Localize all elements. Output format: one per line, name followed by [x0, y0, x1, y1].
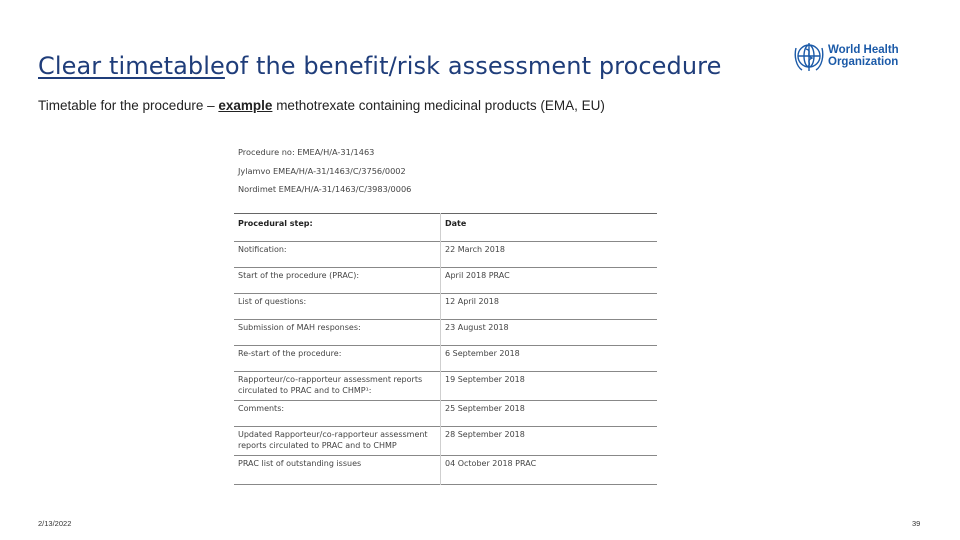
step-cell: PRAC list of outstanding issues: [234, 456, 441, 485]
date-cell: 23 August 2018: [441, 320, 658, 346]
date-cell: 25 September 2018: [441, 401, 658, 427]
step-cell: List of questions:: [234, 294, 441, 320]
step-cell: Updated Rapporteur/co-rapporteur assessment reports circulated to PRAC and to CHMP: [234, 427, 441, 456]
procedure-number: Procedure no: EMEA/H/A-31/1463: [238, 147, 375, 157]
table-row: [234, 372, 657, 401]
table-row: [234, 401, 657, 427]
procedure-nordimet: Nordimet EMEA/H/A-31/1463/C/3983/0006: [238, 184, 412, 194]
date-cell: 19 September 2018: [441, 372, 658, 401]
who-logo-text: [828, 44, 899, 68]
procedure-jylamvo: Jylamvo EMEA/H/A-31/1463/C/3756/0002: [238, 165, 406, 176]
table-row: [234, 242, 657, 268]
step-cell: Start of the procedure (PRAC):: [234, 268, 441, 294]
table-row: [234, 456, 657, 485]
slide-number: 39: [912, 519, 921, 528]
subtitle-suffix: methotrexate containing medicinal products (EMA, EU): [276, 98, 605, 113]
step-cell: Re-start of the procedure:: [234, 346, 441, 372]
table-row: [234, 268, 657, 294]
step-cell: Notification:: [234, 242, 441, 268]
footer-date: 2/13/2022: [38, 519, 72, 528]
date-cell: April 2018 PRAC: [441, 268, 658, 294]
date-cell: 22 March 2018: [441, 242, 658, 268]
title-rest-text: of the benefit/risk assessment procedure: [224, 52, 722, 80]
column-header-step: Procedural step:: [234, 214, 441, 242]
column-header-date: Date: [441, 214, 658, 242]
date-cell: 28 September 2018: [441, 427, 658, 456]
step-cell: Comments:: [234, 401, 441, 427]
date-cell: 04 October 2018 PRAC: [441, 456, 658, 485]
slide-title: [38, 52, 722, 80]
date-cell: 12 April 2018: [441, 294, 658, 320]
table-row: [234, 294, 657, 320]
table-row: [234, 346, 657, 372]
step-cell: Submission of MAH responses:: [234, 320, 441, 346]
step-cell: Rapporteur/co-rapporteur assessment reports circulated to PRAC and to CHMP¹:: [234, 372, 441, 401]
date-cell: 6 September 2018: [441, 346, 658, 372]
table-row: [234, 427, 657, 456]
table-header-row: [234, 214, 657, 242]
logo-line-2: Organization: [828, 56, 899, 68]
subtitle-prefix: Timetable for the procedure –: [38, 98, 215, 113]
procedure-info: [238, 143, 411, 199]
table-row: [234, 320, 657, 346]
logo-line-1: World Health: [828, 44, 899, 56]
subtitle-emphasis: example: [218, 98, 273, 113]
title-link-text[interactable]: Clear timetable: [38, 52, 225, 80]
slide-subtitle: [38, 98, 605, 113]
timetable-table: [234, 213, 657, 485]
